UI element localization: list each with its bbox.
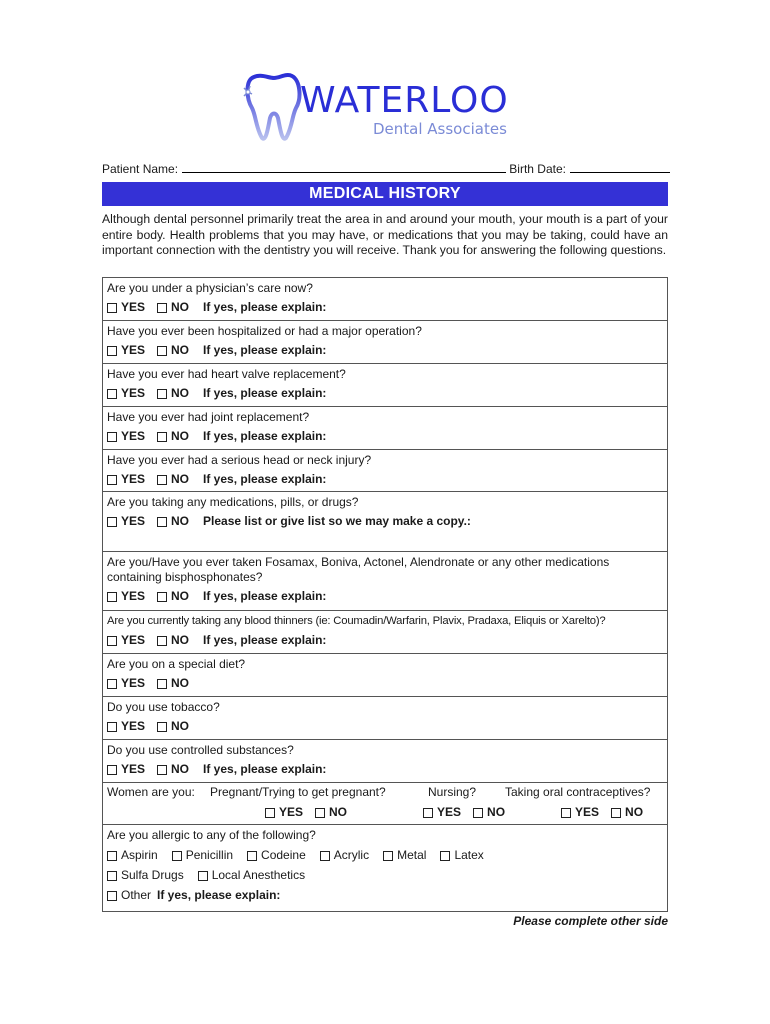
checkbox[interactable]: [157, 389, 167, 399]
checkbox[interactable]: [107, 636, 117, 646]
contraceptives-label: Taking oral contraceptives?: [505, 785, 651, 799]
question-row: [103, 611, 667, 654]
yes-label: YES: [437, 805, 462, 819]
checkbox[interactable]: [423, 808, 433, 818]
yes-label: YES: [121, 300, 146, 314]
allergy-label: Metal: [397, 848, 427, 862]
checkbox[interactable]: [107, 432, 117, 442]
checkbox[interactable]: [107, 891, 117, 901]
allergy-label: Latex: [454, 848, 484, 862]
yes-label: YES: [121, 429, 146, 443]
question-text: Have you ever had heart valve replacement?: [107, 367, 346, 381]
acrylic-option[interactable]: [320, 848, 369, 863]
yes-label: YES: [121, 514, 146, 528]
yes-option[interactable]: [107, 343, 145, 358]
no-label: NO: [171, 343, 190, 357]
penicillin-option[interactable]: [172, 848, 233, 863]
allergy-label: Other: [121, 888, 152, 902]
question-text: Are you on a special diet?: [107, 657, 246, 671]
yes-option[interactable]: [107, 514, 145, 529]
checkbox[interactable]: [107, 346, 117, 356]
checkbox[interactable]: [383, 851, 393, 861]
checkbox[interactable]: [107, 475, 117, 485]
contraceptives-no-option[interactable]: [611, 805, 643, 820]
pregnant-no-option[interactable]: [315, 805, 347, 820]
patient-name-label: Patient Name:: [102, 162, 179, 176]
sulfa-drugs-option[interactable]: [107, 868, 184, 883]
no-label: NO: [171, 514, 190, 528]
allergy-label: Acrylic: [333, 848, 370, 862]
explain-label: If yes, please explain:: [203, 343, 327, 357]
explain-label: If yes, please explain:: [203, 589, 327, 603]
no-label: NO: [171, 762, 190, 776]
checkbox[interactable]: [157, 517, 167, 527]
list-label: Please list or give list so we may make a copy.:: [203, 514, 471, 528]
yes-label: YES: [279, 805, 304, 819]
logo: [242, 68, 542, 148]
tooth-icon: [242, 68, 302, 148]
question-row: [103, 740, 667, 783]
no-option[interactable]: [157, 472, 189, 487]
checkbox[interactable]: [157, 722, 167, 732]
checkbox[interactable]: [107, 722, 117, 732]
no-option[interactable]: [157, 429, 189, 444]
yes-label: YES: [121, 472, 146, 486]
patient-header: [102, 158, 670, 176]
patient-name-field[interactable]: [182, 172, 506, 173]
checkbox[interactable]: [247, 851, 257, 861]
no-label: NO: [329, 805, 348, 819]
checkbox[interactable]: [107, 679, 117, 689]
explain-label: If yes, please explain:: [203, 633, 327, 647]
checkbox[interactable]: [107, 303, 117, 313]
footer-note: Please complete other side: [513, 914, 668, 928]
checkbox[interactable]: [107, 765, 117, 775]
question-row: [103, 278, 667, 321]
checkbox[interactable]: [107, 517, 117, 527]
checkbox[interactable]: [172, 851, 182, 861]
checkbox[interactable]: [198, 871, 208, 881]
question-row: [103, 552, 667, 611]
no-label: NO: [171, 676, 190, 690]
question-row: [103, 654, 667, 697]
allergy-label: Local Anesthetics: [211, 868, 306, 882]
yes-label: YES: [121, 386, 146, 400]
checkbox[interactable]: [561, 808, 571, 818]
question-row: [103, 321, 667, 364]
nursing-no-option[interactable]: [473, 805, 505, 820]
yes-option[interactable]: [107, 719, 145, 734]
allergy-label: Penicillin: [185, 848, 234, 862]
question-row: [103, 407, 667, 450]
women-row: [103, 783, 667, 825]
question-row: [103, 492, 667, 552]
contraceptives-yes-option[interactable]: [561, 805, 599, 820]
question-text: Have you ever been hospitalized or had a major operation?: [107, 324, 422, 338]
no-label: NO: [171, 719, 190, 733]
checkbox[interactable]: [315, 808, 325, 818]
checkbox[interactable]: [107, 389, 117, 399]
yes-option[interactable]: [107, 300, 145, 315]
logo-name: WATERLOO: [300, 80, 509, 121]
checkbox[interactable]: [157, 432, 167, 442]
metal-option[interactable]: [383, 848, 426, 863]
question-row: [103, 697, 667, 740]
codeine-option[interactable]: [247, 848, 306, 863]
other-option[interactable]: [107, 888, 151, 903]
yes-label: YES: [121, 343, 146, 357]
question-row: [103, 450, 667, 492]
question-text: Are you under a physician’s care now?: [107, 281, 313, 295]
yes-option[interactable]: [107, 589, 145, 604]
question-text: Do you use controlled substances?: [107, 743, 294, 757]
yes-label: YES: [121, 676, 146, 690]
birth-date-field[interactable]: [570, 172, 670, 173]
question-text: Have you ever had a serious head or neck injury?: [107, 453, 372, 467]
explain-label: If yes, please explain:: [203, 300, 327, 314]
yes-label: YES: [121, 719, 146, 733]
checkbox[interactable]: [157, 765, 167, 775]
checkbox[interactable]: [107, 851, 117, 861]
birth-date-label: Birth Date:: [509, 162, 566, 176]
no-label: NO: [171, 300, 190, 314]
question-text: Are you taking any medications, pills, or drugs?: [107, 495, 359, 509]
allergy-label: Sulfa Drugs: [121, 868, 184, 882]
nursing-yes-option[interactable]: [423, 805, 461, 820]
explain-label: If yes, please explain:: [203, 472, 327, 486]
no-option[interactable]: [157, 300, 189, 315]
allergies-row: [103, 825, 667, 911]
question-text: Are you currently taking any blood thinners (ie: Coumadin/Warfarin, Plavix, Pradaxa, Eliquis or Xarelto)?: [107, 615, 606, 627]
yes-label: YES: [121, 589, 146, 603]
aspirin-option[interactable]: [107, 848, 158, 863]
explain-label: If yes, please explain:: [203, 386, 327, 400]
question-text: Do you use tobacco?: [107, 700, 220, 714]
no-label: NO: [171, 429, 190, 443]
checkbox[interactable]: [157, 592, 167, 602]
allergies-question: Are you allergic to any of the following?: [107, 828, 316, 842]
no-option[interactable]: [157, 343, 189, 358]
checkbox[interactable]: [107, 592, 117, 602]
yes-label: YES: [121, 633, 146, 647]
no-label: NO: [171, 633, 190, 647]
no-label: NO: [171, 386, 190, 400]
no-label: NO: [625, 805, 644, 819]
explain-label: If yes, please explain:: [157, 888, 281, 902]
no-option[interactable]: [157, 633, 189, 648]
allergy-label: Codeine: [261, 848, 306, 862]
checkbox[interactable]: [265, 808, 275, 818]
no-label: NO: [487, 805, 506, 819]
no-option[interactable]: [157, 386, 189, 401]
logo-subtitle: Dental Associates: [373, 120, 507, 138]
local-anesthetics-option[interactable]: [198, 868, 305, 883]
pregnant-label: Pregnant/Trying to get pregnant?: [210, 785, 386, 799]
no-label: NO: [171, 472, 190, 486]
no-option[interactable]: [157, 676, 189, 691]
checkbox[interactable]: [611, 808, 621, 818]
yes-label: YES: [121, 762, 146, 776]
checkbox[interactable]: [440, 851, 450, 861]
checkbox[interactable]: [473, 808, 483, 818]
yes-option[interactable]: [107, 676, 145, 691]
no-option[interactable]: [157, 514, 189, 529]
no-option[interactable]: [157, 589, 189, 604]
explain-label: If yes, please explain:: [203, 762, 327, 776]
checkbox[interactable]: [320, 851, 330, 861]
women-label: Women are you:: [107, 785, 195, 799]
yes-option[interactable]: [107, 386, 145, 401]
nursing-label: Nursing?: [428, 785, 477, 799]
explain-label: If yes, please explain:: [203, 429, 327, 443]
page-title: MEDICAL HISTORY: [102, 182, 668, 206]
yes-option[interactable]: [107, 429, 145, 444]
checkbox[interactable]: [157, 636, 167, 646]
yes-option[interactable]: [107, 633, 145, 648]
no-label: NO: [171, 589, 190, 603]
checkbox[interactable]: [157, 303, 167, 313]
checkbox[interactable]: [107, 871, 117, 881]
yes-option[interactable]: [107, 762, 145, 777]
checkbox[interactable]: [157, 346, 167, 356]
question-row: [103, 364, 667, 407]
yes-label: YES: [575, 805, 600, 819]
question-text: Are you/Have you ever taken Fosamax, Boniva, Actonel, Alendronate or any other medications containing bisphosphonates?: [107, 555, 610, 584]
question-text: Have you ever had joint replacement?: [107, 410, 310, 424]
no-option[interactable]: [157, 719, 189, 734]
medical-history-form: [102, 277, 668, 912]
yes-option[interactable]: [107, 472, 145, 487]
intro-paragraph: Although dental personnel primarily treat the area in and around your mouth, your mouth is a part of your entire body. Health problems that you may have, or medications that you may be taking, could have an important connection with the dentistry you will receive. Thank you for answering the following questions.: [102, 212, 668, 257]
allergy-label: Aspirin: [121, 848, 158, 862]
checkbox[interactable]: [157, 679, 167, 689]
checkbox[interactable]: [157, 475, 167, 485]
no-option[interactable]: [157, 762, 189, 777]
pregnant-yes-option[interactable]: [265, 805, 303, 820]
latex-option[interactable]: [440, 848, 483, 863]
